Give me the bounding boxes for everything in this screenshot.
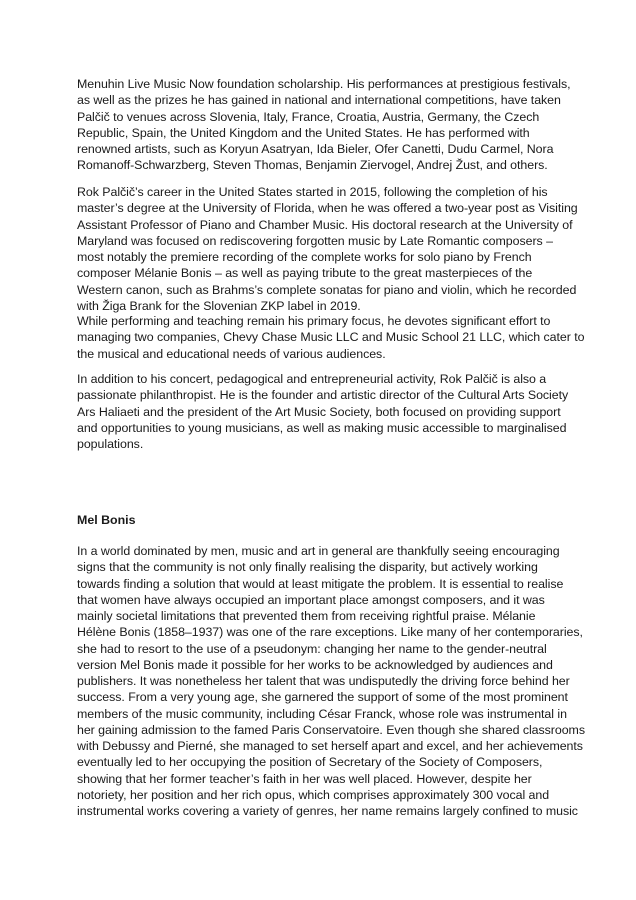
text-line: managing two companies, Chevy Chase Music LLC and Music School 21 LLC, which cater to	[77, 330, 585, 345]
paragraph-mel-bonis	[77, 543, 585, 819]
text-line: eventually led to her occupying the position of Secretary of the Society of Composers,	[77, 755, 543, 770]
text-line: towards finding a solution that would at least mitigate the problem. It is essential to realise	[77, 576, 564, 591]
text-line: In addition to his concert, pedagogical and entrepreneurial activity, Rok Palčič is also a	[77, 372, 547, 386]
text-line: composer Mélanie Bonis – as well as paying tribute to the great masterpieces of the	[77, 266, 533, 281]
text-line: renowned artists, such as Koryun Asatryan, Ida Bieler, Ofer Canetti, Dudu Carmel, Nora	[77, 142, 554, 156]
text-line: In a world dominated by men, music and art in general are thankfully seeing encouraging	[77, 544, 560, 558]
text-line: with Debussy and Pierné, she managed to set herself apart and excel, and her achievements	[77, 739, 583, 753]
text-line: Romanoff-Schwarzberg, Steven Thomas, Benjamin Ziervogel, Andrej Žust, and others.	[77, 158, 548, 173]
text-line: her gaining admission to the famed Paris Conservatoire. Even though she shared classrooms	[77, 722, 585, 737]
text-line: the musical and educational needs of various audiences.	[77, 346, 386, 361]
section-heading-mel-bonis: Mel Bonis	[77, 513, 136, 527]
text-line: mainly societal limitations that prevented them from receiving rightful praise. Mélanie	[77, 609, 536, 623]
text-line: Ars Haliaeti and the president of the Art Music Society, both focused on providing support	[77, 404, 561, 419]
text-line: Maryland was focused on rediscovering forgotten music by Late Romantic composers –	[77, 233, 553, 248]
text-line: version Mel Bonis made it possible for her works to be acknowledged by audiences and	[77, 657, 553, 672]
paragraph-palcic-philanthropy	[77, 371, 577, 452]
text-line: members of the music community, including César Franck, whose role was instrumental in	[77, 706, 567, 721]
text-line: populations.	[77, 437, 144, 451]
text-line: passionate philanthropist. He is the founder and artistic director of the Cultural Arts Society	[77, 388, 569, 403]
text-line: master’s degree at the University of Florida, when he was offered a two-year post as Visiting	[77, 201, 578, 216]
text-line: Rok Palčič’s career in the United States started in 2015, following the completion of his	[77, 185, 548, 199]
paragraph-palcic-companies	[77, 313, 585, 362]
text-line: and opportunities to young musicians, as well as making music accessible to marginalised	[77, 420, 567, 435]
text-line: Assistant Professor of Piano and Chamber Music. His doctoral research at the University of	[77, 217, 573, 232]
text-line: as well as the prizes he has gained in national and international competitions, have taken	[77, 93, 561, 108]
text-line: Republic, Spain, the United Kingdom and the United States. He has performed with	[77, 125, 530, 140]
text-line: instrumental works covering a variety of genres, her name remains largely confined to music	[77, 804, 578, 818]
text-line: that women have always occupied an important place amongst composers, and it was	[77, 592, 545, 607]
text-line: publishers. It was nonetheless her talent that was undisputedly the driving force behind her	[77, 674, 570, 688]
text-line: Western canon, such as Brahms’s complete sonatas for piano and violin, which he recorded	[77, 282, 577, 297]
paragraph-palcic-us-career	[77, 184, 577, 314]
text-line: While performing and teaching remain his primary focus, he devotes significant effort to	[77, 314, 551, 328]
text-line: Palčič to venues across Slovenia, Italy, France, Croatia, Austria, Germany, the Czech	[77, 109, 540, 124]
text-line: she had to resort to the use of a pseudonym: changing her name to the gender-neutral	[77, 641, 547, 656]
text-line: showing that her former teacher’s faith in her was well placed. However, despite her	[77, 771, 532, 786]
text-line: notoriety, her position and her rich opus, which comprises approximately 300 vocal and	[77, 787, 550, 802]
text-line: with Žiga Brank for the Slovenian ZKP label in 2019.	[77, 298, 361, 313]
text-line: signs that the community is not only finally realising the disparity, but actively working	[77, 560, 538, 575]
text-line: Hélène Bonis (1858–1937) was one of the rare exceptions. Like many of her contemporaries,	[77, 625, 583, 640]
text-line: most notably the premiere recording of the complete works for solo piano by French	[77, 250, 532, 264]
paragraph-palcic-performances	[77, 76, 577, 174]
text-line: success. From a very young age, she garnered the support of some of the most prominent	[77, 690, 568, 705]
text-line: Menuhin Live Music Now foundation scholarship. His performances at prestigious festivals,	[77, 77, 571, 91]
